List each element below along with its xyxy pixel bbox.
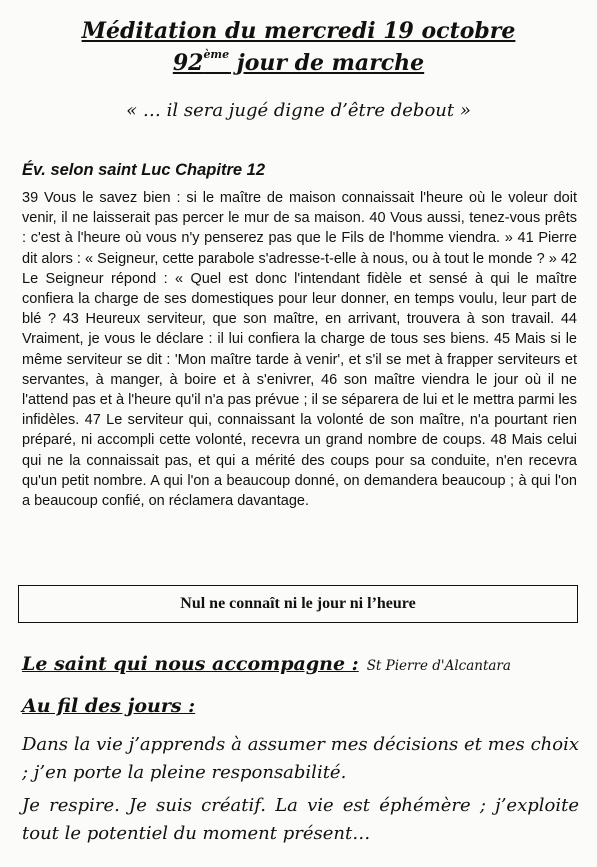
- framed-theme-text: Nul ne connaît ni le jour ni l’heure: [180, 595, 416, 612]
- title-line-1: Méditation du mercredi 19 octobre: [81, 18, 516, 44]
- saint-label: Le saint qui nous accompagne :: [22, 653, 359, 675]
- framed-theme-box: [18, 585, 578, 623]
- days-heading: Au fil des jours :: [22, 695, 196, 717]
- subtitle-text: jour de marche: [229, 50, 425, 76]
- gospel-heading: Év. selon saint Luc Chapitre 12: [22, 161, 265, 179]
- reflection-paragraph-2: Je respire. Je suis créatif. La vie est éphémère ; j’exploite tout le potentiel du moment présent…: [22, 795, 579, 844]
- day-number: 92: [172, 50, 204, 76]
- gospel-text: 39 Vous le savez bien : si le maître de maison connaissait l'heure où le voleur doit venir, il ne laisserait pas percer le mur de sa maison. 40 Vous aussi, tenez-vous prêts : c'est à l'heure où vous n'y penserez pas que le Fils de l'homme viendra. » 41 Pierre dit alors : « Seigneur, cette parabole s'adresse-t-elle à nous, ou à tout le monde ? » 42 Le Seigneur répond : « Quel est donc l'intendant fidèle et sensé à qui le maître confiera la charge de ses domestiques pour leur donner, en temps voulu, leur part de blé ? 43 Heureux serviteur, que son maître, en arrivant, trouvera à son travail. 44 Vraiment, je vous le déclare : il lui confiera la charge de tous ses biens. 45 Mais si le même serviteur se dit : 'Mon maître tarde à venir', et s'il se met à frapper serviteurs et servantes, à manger, à boire et à s'enivrer, 46 son maître viendra le jour où il ne l'attend pas et à l'heure qu'il n'a pas prévue ; il se séparera de lui et le mettra parmi les infidèles. 47 Le serviteur qui, connaissant la volonté de son maître, n'a pourtant rien préparé, ni accompli cette volonté, recevra un grand nombre de coups. 48 Mais celui qui ne la connaissait pas, et qui a mérité des coups pour sa conduite, n'en recevra qu'un petit nombre. A qui l'on a beaucoup donné, on demandera beaucoup ; à qui l'on a beaucoup confié, on réclamera davantage.: [22, 190, 577, 510]
- day-number-suffix: ème: [203, 47, 230, 61]
- reflection-paragraph-1: Dans la vie j’apprends à assumer mes décisions et mes choix ; j’en porte la pleine responsabilité.: [22, 734, 579, 783]
- saint-of-the-day: [22, 653, 582, 675]
- page-subtitle: [0, 47, 597, 76]
- saint-name: St Pierre d'Alcantara: [366, 658, 511, 674]
- page-title: [0, 18, 597, 44]
- scripture-quote: « … il sera jugé digne d’être debout »: [126, 100, 471, 121]
